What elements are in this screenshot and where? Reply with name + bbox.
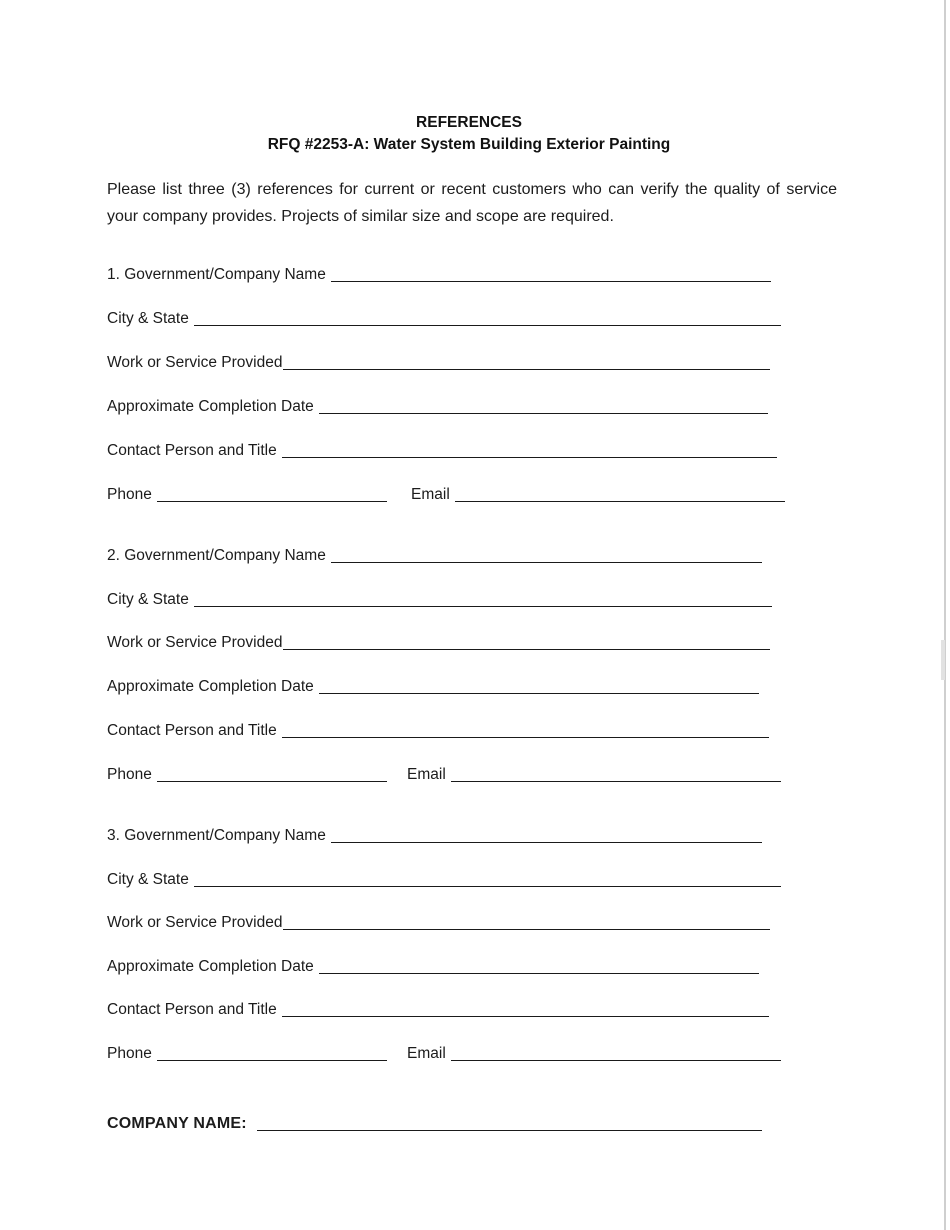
reference-3-email [407, 1045, 781, 1063]
scan-edge-mark [941, 640, 945, 680]
reference-2-company-name [107, 547, 762, 565]
reference-2-phone [107, 766, 387, 784]
contact-person-input-line[interactable] [282, 736, 769, 738]
reference-2-contact-person [107, 722, 769, 740]
field-label: Approximate Completion Date [107, 398, 314, 415]
field-label: 1. Government/Company Name [107, 266, 326, 283]
company-name-input-line[interactable] [331, 841, 762, 843]
phone-input-line[interactable] [157, 780, 387, 782]
field-label: Email [407, 766, 446, 783]
company-name-input-line[interactable] [331, 561, 762, 563]
completion-date-input-line[interactable] [319, 972, 759, 974]
city-state-input-line[interactable] [194, 885, 781, 887]
company-name-label: COMPANY NAME: [107, 1115, 247, 1132]
field-label: Phone [107, 1045, 152, 1062]
reference-2-city-state [107, 591, 772, 609]
contact-person-input-line[interactable] [282, 1015, 769, 1017]
city-state-input-line[interactable] [194, 324, 781, 326]
field-label: City & State [107, 310, 189, 327]
reference-1-contact-person [107, 442, 777, 460]
work-provided-input-line[interactable] [283, 368, 770, 370]
field-label: Email [407, 1045, 446, 1062]
scan-edge [944, 0, 946, 1230]
field-label: Work or Service Provided [107, 354, 283, 371]
reference-3-contact-person [107, 1001, 769, 1019]
reference-2-email [407, 766, 781, 784]
reference-1-phone [107, 486, 387, 504]
reference-1-work-provided [107, 354, 770, 372]
email-input-line[interactable] [451, 780, 781, 782]
completion-date-input-line[interactable] [319, 692, 759, 694]
reference-3-work-provided [107, 914, 770, 932]
reference-1-company-name [107, 266, 771, 284]
reference-3-completion-date [107, 958, 759, 976]
phone-input-line[interactable] [157, 1059, 387, 1061]
reference-2-completion-date [107, 678, 759, 696]
company-name-field [107, 1115, 762, 1133]
field-label: 2. Government/Company Name [107, 547, 326, 564]
field-label: Work or Service Provided [107, 914, 283, 931]
field-label: Work or Service Provided [107, 634, 283, 651]
email-input-line[interactable] [451, 1059, 781, 1061]
completion-date-input-line[interactable] [319, 412, 768, 414]
contact-person-input-line[interactable] [282, 456, 777, 458]
page-subtitle: RFQ #2253-A: Water System Building Exterior Painting [267, 136, 671, 153]
reference-2-work-provided [107, 634, 770, 652]
reference-3-city-state [107, 871, 781, 889]
field-label: Approximate Completion Date [107, 678, 314, 695]
reference-3-company-name [107, 827, 762, 845]
field-label: Phone [107, 766, 152, 783]
city-state-input-line[interactable] [194, 605, 772, 607]
field-label: Approximate Completion Date [107, 958, 314, 975]
page-title: REFERENCES [416, 114, 522, 131]
work-provided-input-line[interactable] [283, 648, 770, 650]
work-provided-input-line[interactable] [283, 928, 770, 930]
field-label: City & State [107, 591, 189, 608]
email-input-line[interactable] [455, 500, 785, 502]
field-label: Contact Person and Title [107, 1001, 277, 1018]
field-label: Phone [107, 486, 152, 503]
phone-input-line[interactable] [157, 500, 387, 502]
field-label: City & State [107, 871, 189, 888]
reference-1-city-state [107, 310, 781, 328]
field-label: 3. Government/Company Name [107, 827, 326, 844]
field-label: Contact Person and Title [107, 442, 277, 459]
company-name-input-line[interactable] [257, 1129, 762, 1131]
company-name-input-line[interactable] [331, 280, 771, 282]
reference-3-phone [107, 1045, 387, 1063]
field-label: Email [411, 486, 450, 503]
reference-1-completion-date [107, 398, 768, 416]
reference-1-email [411, 486, 785, 504]
instructions-paragraph: Please list three (3) references for current or recent customers who can verify the quality of service your company provides. Projects of similar size and scope are required. [107, 181, 837, 225]
field-label: Contact Person and Title [107, 722, 277, 739]
